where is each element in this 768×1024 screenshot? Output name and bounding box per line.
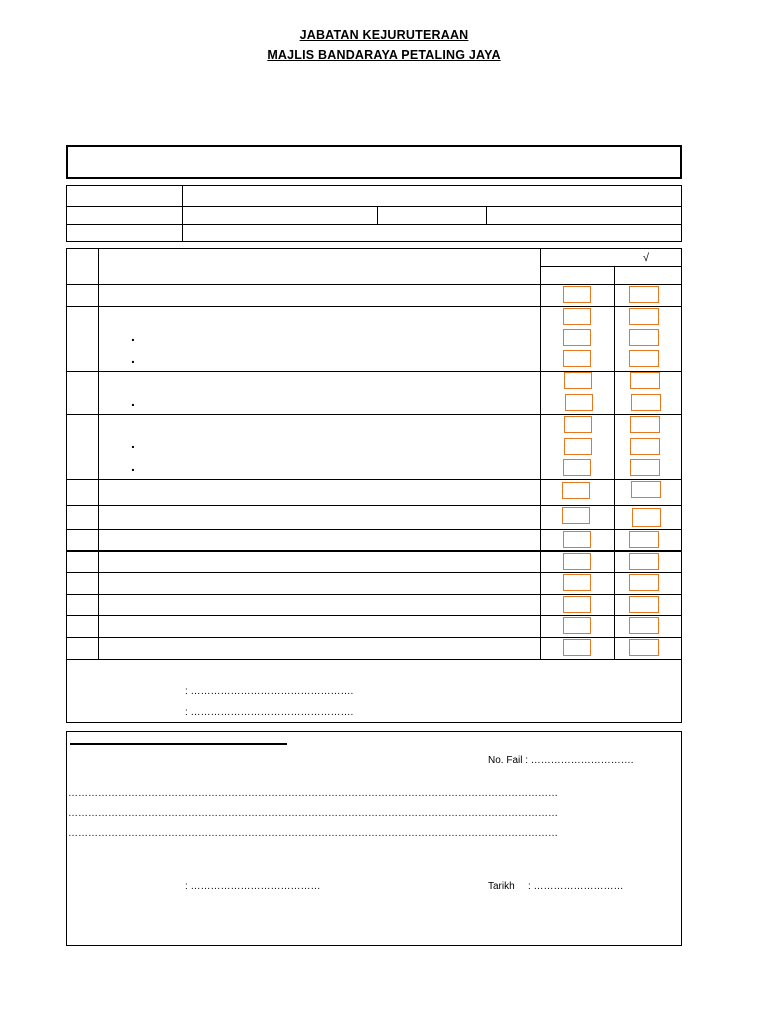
checkbox-col2[interactable] xyxy=(630,416,660,433)
checkbox-col2[interactable] xyxy=(629,574,659,591)
checkbox-col2[interactable] xyxy=(632,508,661,527)
remarks-line-1[interactable]: ………………………………………………………………………………………………………………………………… xyxy=(68,788,558,799)
checkbox-col2[interactable] xyxy=(630,438,660,455)
signature-line-2[interactable]: : …………………………………………. xyxy=(185,707,354,718)
department-title: JABATAN KEJURUTERAAN xyxy=(299,28,469,42)
checkbox-col1[interactable] xyxy=(563,329,591,346)
checkbox-col2[interactable] xyxy=(629,596,659,613)
checkbox-col2[interactable] xyxy=(630,372,660,389)
checkbox-col2[interactable] xyxy=(629,286,659,303)
info-value-field-4[interactable] xyxy=(487,207,681,223)
check-mark-header: √ xyxy=(643,252,650,264)
checkbox-col1[interactable] xyxy=(563,308,591,325)
checkbox-col1[interactable] xyxy=(563,574,591,591)
checkbox-col1[interactable] xyxy=(563,286,591,303)
checkbox-col1[interactable] xyxy=(564,416,592,433)
checkbox-col2[interactable] xyxy=(629,350,659,367)
remarks-line-3[interactable]: ………………………………………………………………………………………………………………………………… xyxy=(68,828,558,839)
date-field[interactable]: : ……………………… xyxy=(528,881,624,892)
checkbox-col2[interactable] xyxy=(630,459,660,476)
checkbox-col2[interactable] xyxy=(629,329,659,346)
bullet-point: . xyxy=(131,458,135,474)
bullet-point: . xyxy=(131,435,135,451)
checkbox-col1[interactable] xyxy=(565,394,593,411)
info-value-field-3[interactable] xyxy=(378,207,485,223)
checkbox-col1[interactable] xyxy=(563,596,591,613)
bullet-point: . xyxy=(131,328,135,344)
checkbox-col2[interactable] xyxy=(629,617,659,634)
date-label: Tarikh xyxy=(488,881,515,892)
info-value-field-1[interactable] xyxy=(183,186,681,205)
info-value-field-5[interactable] xyxy=(183,225,681,241)
checkbox-col1[interactable] xyxy=(563,617,591,634)
checkbox-col2[interactable] xyxy=(631,394,661,411)
checkbox-col2[interactable] xyxy=(629,639,659,656)
bullet-point: . xyxy=(131,393,135,409)
signature-line-1[interactable]: : …………………………………………. xyxy=(185,686,354,697)
checkbox-col1[interactable] xyxy=(562,482,590,499)
checkbox-col2[interactable] xyxy=(629,531,659,548)
checkbox-col1[interactable] xyxy=(563,553,591,570)
checkbox-col1[interactable] xyxy=(563,639,591,656)
checkbox-col1[interactable] xyxy=(563,350,591,367)
checkbox-col2[interactable] xyxy=(629,308,659,325)
checkbox-col1[interactable] xyxy=(562,507,590,524)
checkbox-col1[interactable] xyxy=(563,531,591,548)
checkbox-col1[interactable] xyxy=(564,372,592,389)
remarks-line-2[interactable]: ………………………………………………………………………………………………………………………………… xyxy=(68,808,558,819)
info-value-field-2[interactable] xyxy=(183,207,376,223)
office-use-heading-underline xyxy=(70,743,287,745)
checkbox-col1[interactable] xyxy=(563,459,591,476)
officer-signature-field[interactable]: : ………………………………… xyxy=(185,881,321,892)
checkbox-col1[interactable] xyxy=(564,438,592,455)
checkbox-col2[interactable] xyxy=(629,553,659,570)
checkbox-col2[interactable] xyxy=(631,481,661,498)
file-number-field[interactable]: No. Fail : …………………………. xyxy=(488,755,634,766)
council-title: MAJLIS BANDARAYA PETALING JAYA xyxy=(267,48,501,62)
form-title-box xyxy=(66,145,682,179)
bullet-point: . xyxy=(131,350,135,366)
